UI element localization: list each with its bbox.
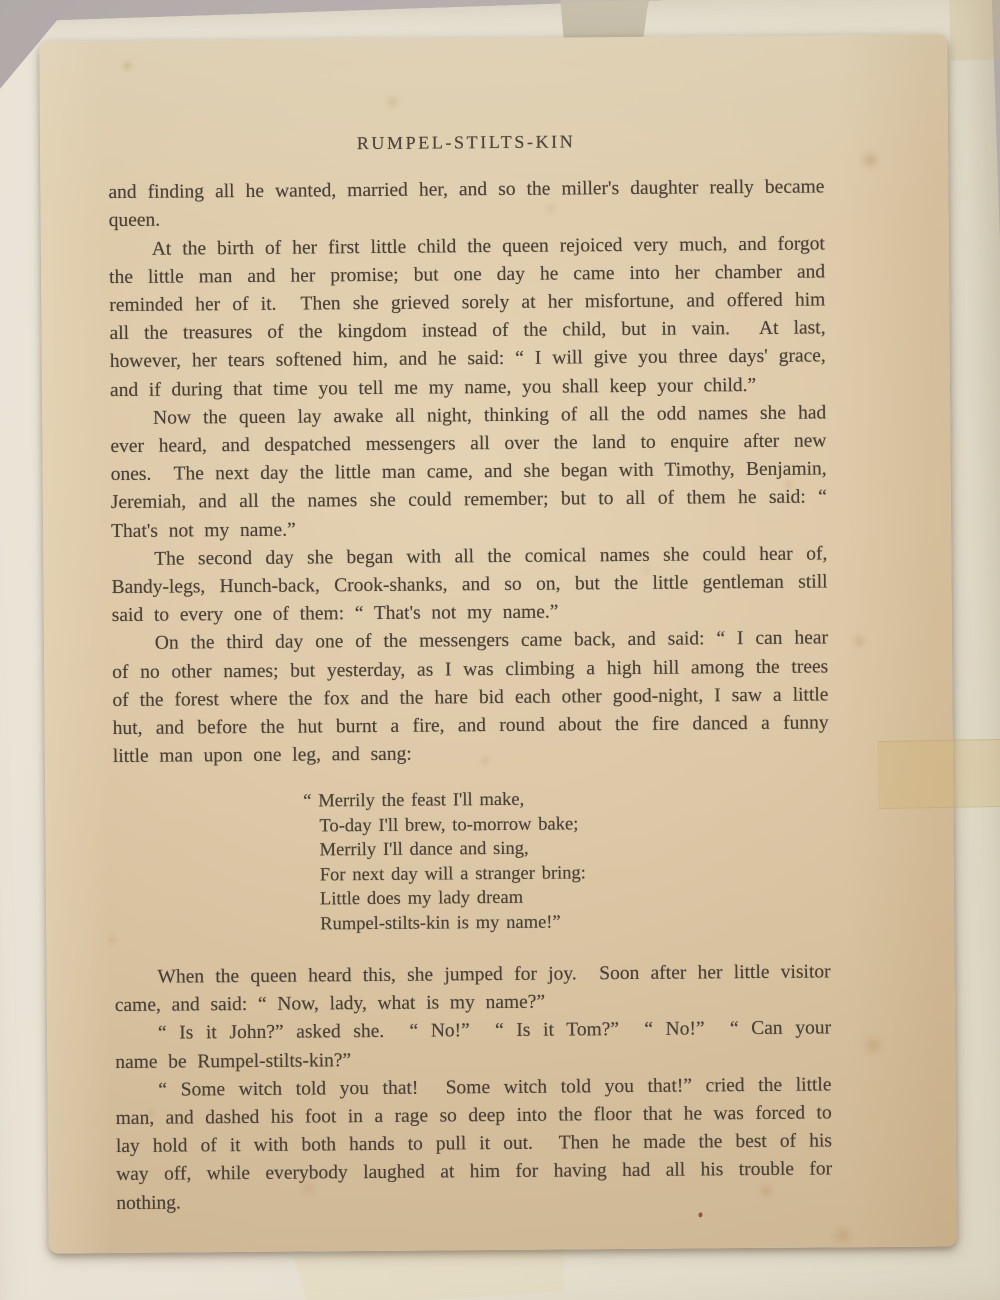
story-paragraph: “ Is it John?” asked she. “ No!” “ Is it Tom?” “ No!” “ Can your name be Rumpel-stilts-kin?” (115, 1017, 842, 1073)
verse-line: “ Merrily the feast I'll make, (303, 790, 525, 813)
story-paragraph: The second day she began with all the comical names she could hear of, Bandy-legs, Hunch-back, Crook-shanks, and so on, but the little gentleman still said to every one of them: “ That's not my name.” (111, 543, 839, 627)
verse-line: Rumpel-stilts-kin is my name!” (320, 912, 561, 934)
verse-line: For next day will a stranger bring: (319, 863, 586, 886)
verse-line: Merrily I'll dance and sing, (319, 839, 529, 861)
story-paragraph: At the birth of her first little child the queen rejoiced very much, and forgot the little man and her promise; but one day he came into her chamber and reminded her of it. Then she grieved sorely at her misfortune, and offered him all the treasures of the kingdom instead of the child, but in vain. At last, however, her tears softened him, and he said: “ I will give you three days' grace, and if during that time you tell me my name, you shall keep your child.” (109, 232, 837, 401)
verse-line: To-day I'll brew, to-morrow bake; (319, 814, 579, 837)
foxing-stains (39, 42, 45, 48)
song-verse (303, 786, 830, 937)
tape-top-right-corner (949, 0, 1000, 61)
story-paragraph: and finding all he wanted, married her, and so the miller's daughter really became queen. (108, 176, 836, 232)
printed-text-block (108, 125, 843, 1217)
page-title: RUMPEL-STILTS-KIN (356, 131, 576, 154)
story-paragraph: Now the queen lay awake all night, thinking of all the odd names she had ever heard, and despatched messengers all over the land to enquire after new ones. The next day the little man came, and she began with Timothy, Benjamin, Jeremiah, and all the names she could remember; but to all of them he said: “ That's not my name.” (110, 402, 838, 542)
verse-line: Little does my lady dream (319, 887, 524, 910)
tape-right (877, 739, 1000, 809)
book-page (39, 34, 956, 1253)
story-paragraph: When the queen heard this, she jumped for joy. Soon after her little visitor came, and said: “ Now, lady, what is my name?” (114, 961, 842, 1017)
story-paragraph: On the third day one of the messengers came back, and said: “ I can hear of no other names; but yesterday, as I was climbing a high hill among the trees of the forest where the fox and the hare bid each other good-night, I saw a little hut, and before the hut burnt a fire, and round about the fire danced a funny little man upon one leg, and sang: (112, 627, 840, 768)
story-paragraph: “ Some witch told you that! Some witch told you that!” cried the little man, and dashed his foot in a rage so deep into the floor that he was forced to lay hold of it with both hands to pull it out. Then he made the best of his way off, while everybody laughed at him for having had all his trouble for nothing. (115, 1074, 843, 1214)
